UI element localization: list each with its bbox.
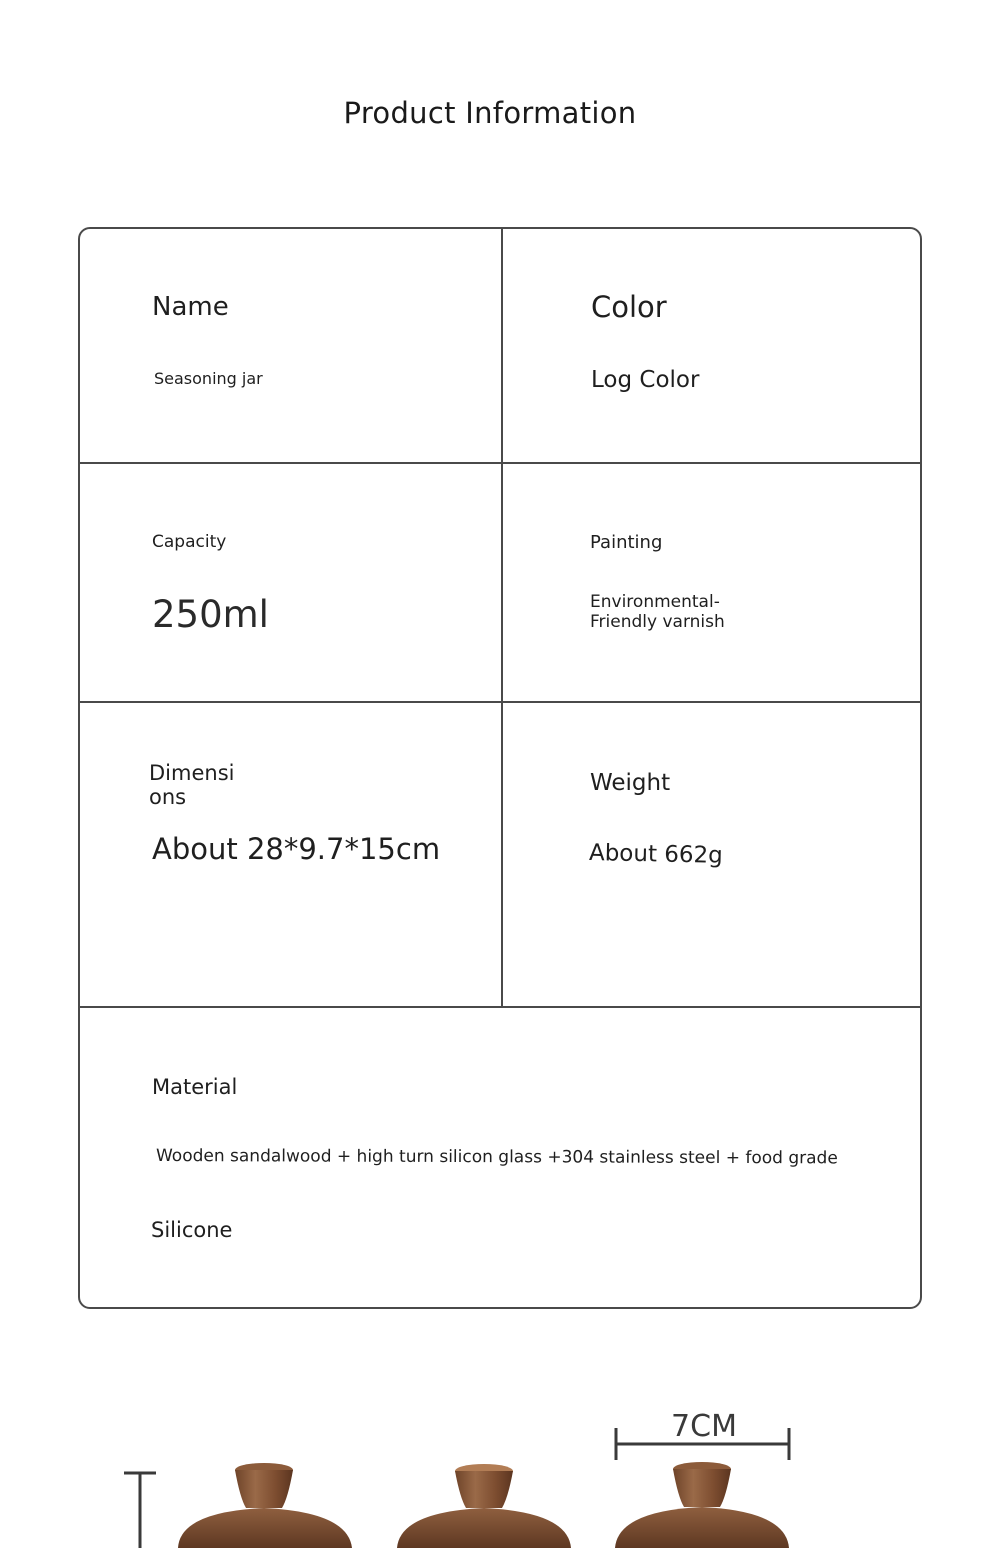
- material-value: Wooden sandalwood + high turn silicon glass +304 stainless steel + food grade: [155, 1146, 838, 1169]
- painting-label: Painting: [590, 532, 663, 553]
- capacity-value: 250ml: [152, 593, 269, 636]
- dimensions-label-line1: Dimensi: [149, 761, 235, 785]
- row-divider: [80, 701, 920, 703]
- material-value-2: Silicone: [151, 1218, 233, 1242]
- dimensions-value: About 28*9.7*15cm: [152, 832, 441, 866]
- product-info-table: [78, 227, 922, 1309]
- jar-lid: [397, 1464, 571, 1548]
- color-value: Log Color: [591, 367, 700, 393]
- color-label: Color: [591, 290, 667, 324]
- weight-value: About 662g: [588, 840, 724, 869]
- jar-lid: [178, 1463, 352, 1548]
- width-annotation: 7CM: [671, 1409, 737, 1444]
- name-label: Name: [152, 292, 229, 322]
- jar-lid: [615, 1462, 789, 1548]
- painting-value-line2: Friendly varnish: [590, 612, 725, 632]
- painting-value-line1: Environmental-: [590, 592, 720, 612]
- column-divider: [501, 229, 503, 1008]
- name-value: Seasoning jar: [154, 369, 263, 388]
- capacity-label: Capacity: [152, 532, 227, 552]
- row-divider: [80, 1006, 920, 1008]
- row-divider: [80, 462, 920, 464]
- weight-label: Weight: [590, 770, 671, 796]
- product-photo: [0, 1340, 1000, 1548]
- material-label: Material: [152, 1075, 238, 1099]
- page-title: Product Information: [343, 96, 637, 130]
- dimensions-label-line2: ons: [149, 785, 187, 809]
